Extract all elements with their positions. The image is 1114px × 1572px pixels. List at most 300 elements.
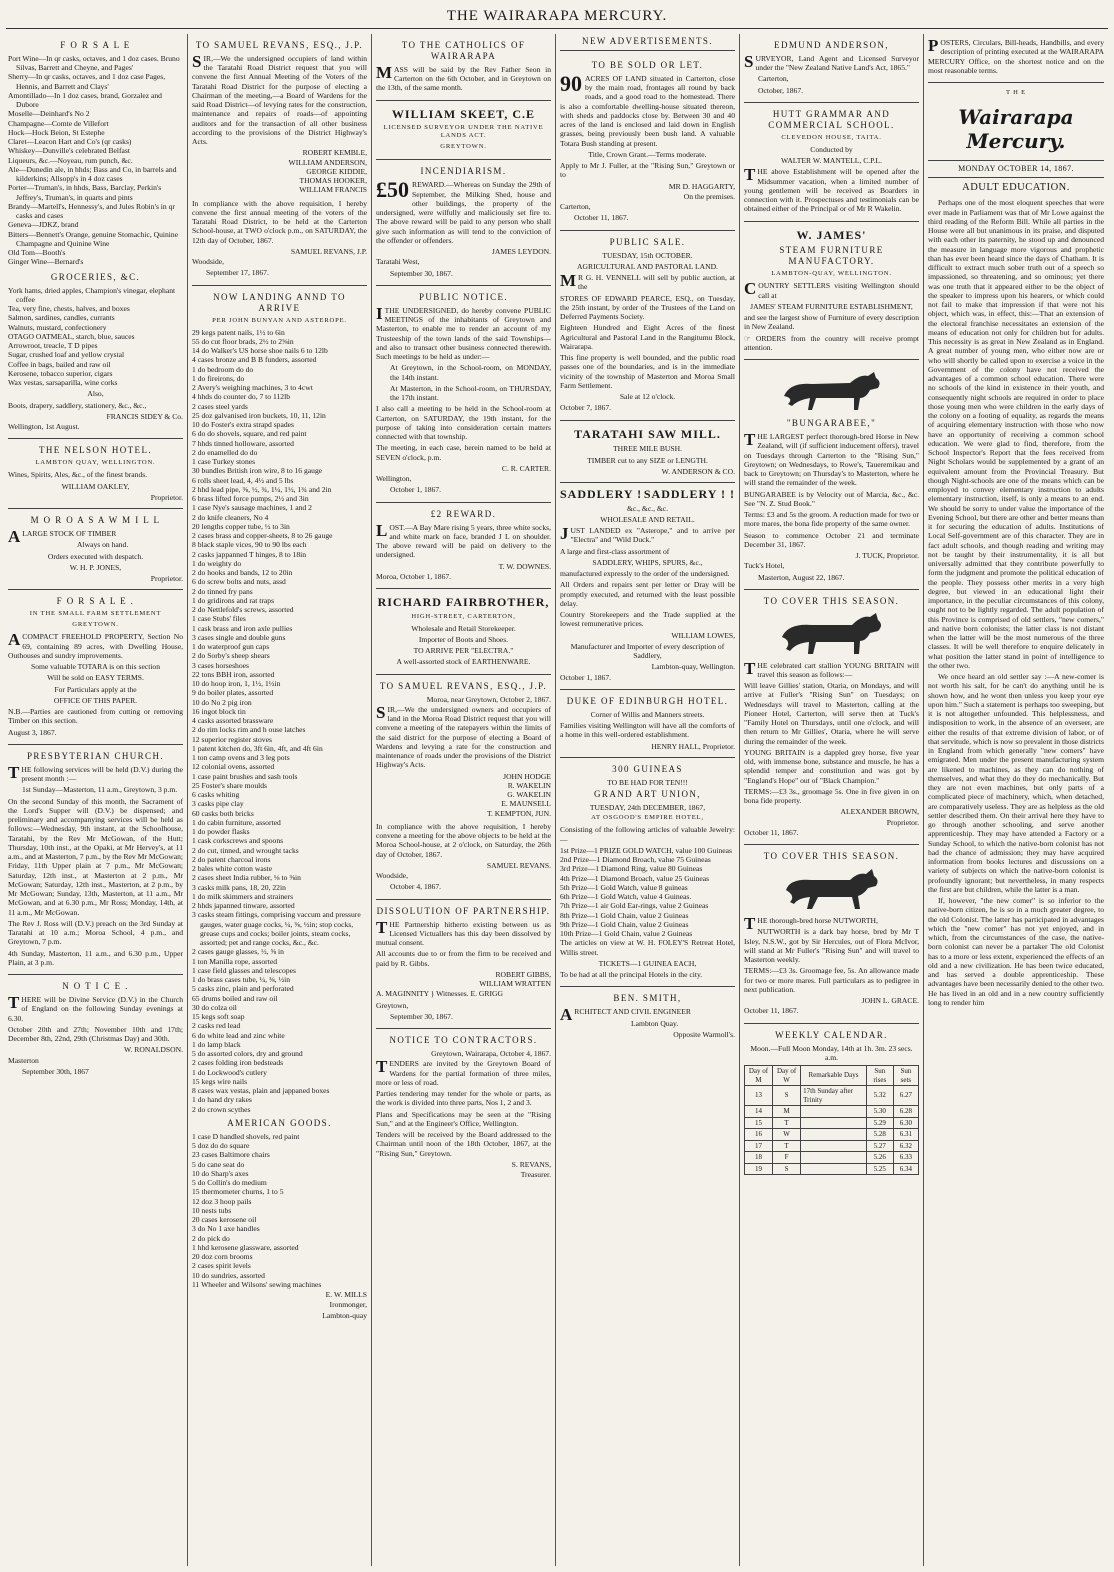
ad-for-sale: [8, 590, 183, 745]
list-item: 16 ingot block tin: [192, 706, 246, 716]
ad-public-sale: [560, 231, 735, 421]
list-item: 2 do rim locks rim and h ouse latches: [192, 725, 306, 735]
list-item: 8 black staple vices, 90 to 90 lbs each: [192, 540, 307, 550]
ad-heading: PUBLIC SALE.: [609, 236, 686, 247]
calendar-cell: 6.32: [893, 1140, 918, 1152]
ad-heading: W. JAMES': [796, 227, 867, 242]
column-5: [740, 34, 924, 1566]
list-item: 1 patent kitchen do, 3ft 6in, 4ft, and 4ft 6in: [192, 743, 323, 753]
list-item: 1 hhd kerosene glassware, assorted: [192, 1242, 299, 1252]
signer: JOHN L. GRACE.: [861, 996, 919, 1006]
calendar-column-header: Sun sets: [893, 1066, 918, 1086]
ad-line: &c., &c., &c.: [626, 503, 669, 513]
list-item: 10 do sundries, assorted: [192, 1270, 265, 1280]
sale-time: Sale at 12 o'clock.: [619, 392, 676, 402]
list-item: 2 cases gauge glasses, ½, ⅝ in: [192, 947, 284, 957]
list-item: 1 do bedroom do do: [192, 364, 254, 374]
acres-number: 90: [560, 70, 582, 96]
list-item: 6 do screw bolts and nuts, assd: [192, 577, 286, 587]
calendar-row: [745, 1152, 919, 1164]
calendar-column-header: Sun rises: [866, 1066, 893, 1086]
calendar-cell: 5.26: [866, 1152, 893, 1164]
ad-heading: TO SAMUEL REVANS, ESQ., J.P.: [195, 40, 364, 50]
masthead: [0, 0, 1114, 32]
list-item: Wax vestas, sarsaparilla, wine corks: [8, 378, 118, 388]
list-item: 10 do hoop iron, 1, 1½, 1½in: [192, 679, 281, 689]
list-item: 20 doz corn brooms: [192, 1252, 253, 1262]
list-item: 6 do do shovels, square, and red paint: [192, 429, 307, 439]
ad-heading: EDMUND ANDERSON,: [774, 40, 889, 50]
ad-line: Always on hand.: [77, 540, 129, 550]
place: Masterton: [8, 1055, 39, 1065]
ad-subheading: GREYTOWN.: [440, 143, 487, 151]
ad-line: Conducted by: [810, 144, 853, 154]
list-item: 5 casks zinc, plain and perforated: [192, 984, 294, 994]
signatory-name: ROBERT GIBBS,: [495, 969, 551, 979]
ad-edinburgh-hotel: [560, 690, 735, 758]
ad-line: Importer of Boots and Shoes.: [418, 634, 509, 644]
place: Lambton-quay: [322, 1310, 367, 1320]
list-item: 1 do fireirons, do: [192, 373, 245, 383]
ad-art-union: [560, 758, 735, 987]
ad-subheading: LAMBTON-QUAY, WELLINGTON.: [771, 270, 892, 278]
ad-line: Some valuable TOTARA is on this section: [30, 662, 161, 672]
ad-text: Parties tendering may tender for the whole or parts, as the work is divided into three parts, Nos 1, 2 and 3.: [376, 1089, 551, 1108]
ad-subheading: GREYTOWN.: [72, 621, 119, 629]
role: Proprietor.: [150, 574, 183, 584]
ad-revans-moroa: [376, 675, 551, 900]
list-item: 2 cases sheet India rubber, ⅛ to ⅜in: [192, 873, 301, 883]
ad-william-skeet: [376, 101, 551, 161]
ad-text: manufactured expressly to the order of the undersigned.: [560, 569, 730, 579]
ad-heading: BEN. SMITH,: [613, 993, 682, 1004]
list-item: 4 casks assorted brassware: [192, 716, 274, 726]
signatory-name: THOMAS HOOKER,: [299, 176, 367, 186]
calendar-cell: M: [772, 1106, 800, 1118]
ad-presbyterian-church: [8, 745, 183, 975]
date: September 30, 1867.: [390, 268, 453, 278]
date: October 11, 1867.: [744, 827, 799, 837]
list-item: Walnuts, mustard, confectionery: [8, 322, 107, 332]
ad-heading: SADDLERY ! !: [643, 487, 735, 502]
ad-subheading: PER JOHN BUNYAN AND ASTEROPE.: [212, 316, 347, 324]
prize-item: 7th Prize—1 air Gold Ear-rings, value 2 Guineas: [560, 901, 709, 911]
list-item: 1 do brass cases tube, ¼, ⅜, ½in: [192, 975, 291, 985]
ad-text: 4th Sunday, Masterton, 11 a.m., and 6.30 p.m., Upper Plain, at 3 p.m.: [8, 948, 183, 967]
role: Manufacturer and Importer of every description of Saddlery,: [570, 641, 725, 661]
ad-text: October 20th and 27th; November 10th and 17th; December 8th, 22nd, 29th (Christmas Day) and 30th.: [8, 1024, 183, 1044]
place: Carterton,: [560, 202, 591, 212]
list-item: 1 do Lockwood's cutlery: [192, 1067, 267, 1077]
list-item: 1 ton camp ovens and 3 leg pots: [192, 753, 290, 763]
ad-text: TENDERS are invited by the Greytown Board of Wardens for the partial formation of three miles, more or less of road.: [376, 1057, 551, 1087]
ad-w-james: [744, 222, 919, 360]
column-6: [924, 34, 1108, 1566]
prize-item: 10th Prize—1 Gold Chain, value 2 Guineas: [560, 929, 693, 939]
prize-item: 2nd Prize—1 Diamond Broach, value 75 Guineas: [560, 855, 711, 865]
ad-heading: RICHARD FAIRBROTHER,: [377, 595, 550, 610]
calendar-header-row: [745, 1066, 919, 1086]
ad-text: A large and first-class assortment of: [560, 546, 670, 556]
calendar-cell: 14: [745, 1106, 773, 1118]
list-item: 1 do lamp black: [192, 1039, 241, 1049]
role: Proprietor.: [886, 817, 919, 827]
date: October 7, 1867.: [560, 403, 612, 413]
calendar-cell: S: [772, 1086, 800, 1106]
calendar-column-header: Day of W: [772, 1066, 800, 1086]
date: October 4, 1867.: [390, 882, 442, 892]
list-item: 30 do colza oil: [192, 1002, 237, 1012]
calendar-cell: 18: [745, 1152, 773, 1164]
prizes-list: [560, 846, 735, 939]
ad-incendiarism: [376, 160, 551, 285]
ad-text: THE LARGEST perfect thorough-bred Horse in New Zealand, will (if sufficient inducement offers), travel on Tuesdays through Carterton to the "Rising Sun," Greytown; on Wednesdays, to Rowe's, Taueremikau and back to Greytown; on Thursday's to Masterton, where he will stand the remainder of the week.: [744, 430, 919, 488]
ad-line: WALTER W. MANTELL, C.P.L.: [781, 156, 882, 166]
list-item: 3 casks pipe clay: [192, 799, 244, 809]
list-item: 25 doz galvanised iron buckets, 10, 11, 12in: [192, 410, 326, 420]
ad-text: Plans and Specifications may be seen at the "Rising Sun," and at the Engineer's Office, Wellington.: [376, 1109, 551, 1128]
ad-text: N.B.—Parties are cautioned from cutting or removing Timber on this section.: [8, 707, 183, 726]
place: Taratahi West,: [376, 257, 420, 267]
ad-taratahi-saw-mill: [560, 421, 735, 483]
date: October, 1867.: [758, 85, 804, 95]
list-item: Salmon, sardines, candles, currants: [8, 313, 115, 323]
list-item: 2 do enamelled do do: [192, 447, 258, 457]
role: Treasurer.: [520, 1170, 551, 1180]
ad-heading: HUTT GRAMMAR AND COMMERCIAL SCHOOL.: [768, 108, 895, 130]
list-item: 30 bundles British iron wire, 8 to 16 gauge: [192, 466, 323, 476]
signatory-name: E. MAUNSELL: [501, 799, 551, 809]
groceries-heading: GROCERIES, &C.: [50, 271, 141, 282]
calendar-row: [745, 1117, 919, 1129]
list-item: 23 cases Baltimore chairs: [192, 1150, 270, 1160]
landing-list: [192, 328, 367, 1114]
columns: [4, 34, 1110, 1566]
prize-item: 3rd Prize—1 Diamond Ring, value 80 Guineas: [560, 864, 703, 874]
list-item: 9 do boiler plates, assorted: [192, 688, 274, 698]
prize-item: 9th Prize—1 Gold Chain, value 2 Guineas: [560, 919, 689, 929]
calendar-cell: 6.34: [893, 1163, 918, 1175]
column-2: [188, 34, 372, 1566]
tickets: TICKETS—1 GUINEA EACH,: [598, 958, 697, 968]
ad-subheading: TO BE HAD FOR TEN!!!: [607, 777, 688, 787]
list-item: 20 lengths copper tube, ½ to 3in: [192, 521, 290, 531]
list-item: 2 do pick do: [192, 1233, 230, 1243]
calendar-cell: 5.25: [866, 1163, 893, 1175]
signatory-name: ROBERT KEMBLE,: [302, 148, 367, 158]
ad-text: ACOMPACT FREEHOLD PROPERTY, Section No 69, containing 89 acres, with Dwelling House, Outhouses and sundry improvements.: [8, 630, 183, 660]
calendar-cell: [801, 1106, 867, 1118]
calendar-cell: 5.28: [866, 1129, 893, 1141]
signatory-name: GEORGE KIDDIE,: [306, 166, 367, 176]
list-item: 60 casks both bricks: [192, 808, 254, 818]
ad-line: TO ARRIVE PER "ELECTRA.": [413, 646, 514, 656]
list-item: 2 hhd lead pipe, ⅜, ½, ¾, 1¼, 1½, 1¾ and 2in: [192, 484, 332, 494]
list-item: 3 do No 1 axe handles: [192, 1224, 260, 1234]
ad-text: TERMS:—£3 3s., groomage 5s. One in five given in on bona fide property.: [744, 786, 919, 806]
list-item: 2 casks jappanned T hinges, 8 to 18in: [192, 549, 307, 559]
ad-text: ARCHITECT AND CIVIL ENGINEER: [560, 1005, 691, 1025]
list-item: 2 do hooks and bands, 12 to 20in: [192, 568, 293, 578]
list-item: 1 case Stubs' files: [192, 614, 246, 624]
ad-subheading: THREE MILE BUSH.: [613, 444, 682, 454]
calendar-cell: 6.30: [893, 1117, 918, 1129]
calendar-cell: 5.32: [866, 1086, 893, 1106]
ad-heading: TO BE SOLD OR LET.: [591, 59, 704, 70]
ad-heading: SADDLERY !: [560, 487, 643, 502]
list-item: 7 hhds tinned holloware, assorted: [192, 438, 294, 448]
signer: HENRY HALL, Proprietor.: [651, 741, 735, 751]
signatory-name: R. WAKELIN: [507, 780, 551, 790]
list-item: 1 cask corkscrews and spoons: [192, 836, 284, 846]
prize-item: 1st Prize—1 PRIZE GOLD WATCH, value 100 Guineas: [560, 845, 732, 855]
prize-item: 5th Prize—1 Gold Watch, value 8 guineas: [560, 882, 688, 892]
list-item: Liqueurs, &c.—Noyeau, rum punch, &c.: [8, 155, 133, 165]
signer: J. TUCK, Proprietor.: [855, 551, 919, 560]
calendar-cell: 6.33: [893, 1152, 918, 1164]
ad-text: At Masterton, in the School-room, on THURSDAY, the 17th instant.: [390, 383, 551, 403]
editorial-heading: ADULT EDUCATION.: [962, 181, 1070, 193]
ad-line: Orders executed with despatch.: [47, 551, 144, 561]
calendar-cell: 5.29: [866, 1117, 893, 1129]
list-item: 14 do Walker's US horse shoe nails 6 to 12lb: [192, 346, 328, 356]
ad-heading: TO COVER THIS SEASON.: [763, 595, 900, 606]
list-item: 2 do tinned fry pans: [192, 586, 253, 596]
list-item: Bitters—Bennett's Orange, genuine Stomachic, Quinine Champagne and Quinine Wine: [8, 229, 179, 248]
ad-text: YOUNG BRITAIN is a dappled grey horse, five year old, with immense bone, substance and muscle, he has a splendid temper and constitution and was got by "England's Hope" out of "Black Champion.": [744, 747, 919, 785]
list-item: 15 kegs soft soap: [192, 1012, 245, 1022]
list-item: 2 Avery's weighing machines, 3 to 4cwt: [192, 383, 313, 393]
ad-text: In compliance with the above requisition, I hereby convene a meeting for the above objects to be held at the Moroa School-house, at 2 o'clock, on Saturday, the 26th day of October, 1867.: [376, 821, 551, 859]
newspaper-title: Wairarapa Mercury.: [958, 105, 1074, 154]
signer: WILLIAM LOWES,: [671, 630, 735, 640]
art-union-venue: AT OSGOOD'S EMPIRE HOTEL,: [591, 814, 704, 822]
ad-text: THE thorough-bred horse NUTWORTH,: [744, 914, 878, 934]
list-item: Kerosene, tobacco superior, cigars: [8, 368, 113, 378]
calendar-cell: 5.30: [866, 1106, 893, 1118]
art-union-date: TUESDAY, 24th DECEMBER, 1867,: [589, 803, 706, 813]
list-item: 1 case field glasses and telescopes: [192, 965, 296, 975]
signer: E. W. MILLS: [325, 1290, 367, 1300]
calendar-cell: [801, 1140, 867, 1152]
editorial-paragraph: If, however, "the new comer" is so inferior to the native-born citizen, he is so in a much greater degree, to the old Colonist. The latter has participated in advantages which the "new comer" has not yet enjoyed, and in which, from the circumstances of the case, the native-born colonist can never be a partaker The old Colonist has to a more or less extent, experienced the effects of an old and a new civilization. He has been twice educated, and has served a double apprenticeship. These advantages have been necessarily denied to the other two. He has lived in an old and in a new country sufficiently long to render him: [928, 896, 1104, 1007]
calendar-cell: 19: [745, 1163, 773, 1175]
calendar-cell: 15: [745, 1117, 773, 1129]
editorial-the: T H E: [1006, 89, 1026, 96]
american-heading: AMERICAN GOODS.: [227, 1117, 332, 1128]
ad-heading: DISSOLUTION OF PARTNERSHIP.: [376, 905, 551, 916]
list-item: 10 do Foster's extra strapd spades: [192, 420, 294, 430]
calendar-row: [745, 1086, 919, 1106]
editorial-paragraph: Perhaps one of the most eloquent speeches that were ever made in Parliament was that of Mr Lowe against the third reading of the Reform Bill. While all parties in the House were all but unanimous in its praise, and disputed with each other its paternity, he stood up and denounced the measure in language more vigorous and prophetic than has ever been heard since the days of Chatham. It is difficult to extract much sober truth out of a speech so impassioned, so threatening, and so ominous; yet there was one truth that it appeared either to be the object of the speaker to impress upon his hearers, or which could not fail to make that impression if that were not his object, which was, in effect, this:—That an extension of the electoral franchise necessitates an extension of the means of education not only for children but for adults. This necessity is as great in New Zealand as in England. A great number of young men, who either now are or who will shortly be called upon to exercise a voice in the Government of the colony have not received the advantages of a common school education. There were no schools of the kind in existence in their youth, and consequently night schools are required in order to place those young men who were children in the early days of the colony on a footing of equality, as regards the means of acquiring elementary instruction with those who now have an opportunity of receiving a common school education. We were glad to find, therefore, from the School Inspector's Report that the fees received from Night Scholars would be supplemented by a grant of an equivalent amount from the Provincial Treasury. But though Night-schools are one of the means which can be employed to convey elementary instruction to adults elementary instruction, itself, is only a means to an end. We should be sorry to under value the importance of the Evening School, but there are other and better means than it for securing the education of adults. Institutions of Local Self-government are of this character. They are in fact adult schools, and though reading and writing may not be taught by their instrumentality, it is all but universally admitted that they contribute powerfully to form the judgment and promote the political education of the people. They possess other merits in a very high degree, but viewed in an educational light their importance, in the peculiar circumstances of this colony, ought not to be lightly regarded. The adult population of this Province is comprised of old settlers, "new comers," and native born colonists; the latter class is not distant when the latter will be the most numerous of the three classes. It will be well therefore to enquire delicately in what position the latter stand in point of intelligence to the other two.: [928, 198, 1104, 670]
list-item: 10 do No 2 pig iron: [192, 697, 252, 707]
list-item: 22 tons BBH iron, assorted: [192, 669, 275, 679]
list-item: 15 thermometer churns, 1 to 5: [192, 1187, 284, 1197]
ad-subheading: LICENSED SURVEYOR UNDER THE NATIVE LANDS ACT.: [383, 124, 544, 140]
list-item: Arrowroot, treacle, T D pipes: [8, 341, 98, 351]
calendar-cell: [801, 1152, 867, 1164]
column-1: [4, 34, 188, 1566]
ad-text: Tenders will be received by the Board addressed to the Chairman until noon of the 18th October, 1867, at the "Rising Sun," Greytown.: [376, 1130, 551, 1158]
ad-wines: [8, 34, 183, 439]
ad-text: THERE will be Divine Service (D.V.) in the Church of England on the following Sunday evenings at 6.30.: [8, 993, 183, 1023]
signer: JAMES LEYDON.: [491, 247, 551, 257]
ad-text: All accounts due to or from the firm to be received and paid by R. Gibbs.: [376, 949, 551, 968]
ad-public-notice: [376, 286, 551, 503]
ad-heading: STEAM FURNITURE MANUFACTORY.: [779, 245, 884, 267]
ad-text: Families visiting Wellington will have all the comforts of a home in this well-ordered establishment.: [560, 721, 735, 740]
ad-text: ALARGE STOCK OF TIMBER: [8, 527, 117, 547]
calendar-row: [745, 1140, 919, 1152]
column-4: [556, 34, 740, 1566]
calendar-cell: 6.31: [893, 1129, 918, 1141]
ad-nelson-hotel: [8, 439, 183, 509]
moon-phase: Moon.—Full Moon Monday, 14th at 1h. 3m. 23 secs. a.m.: [750, 1043, 913, 1062]
list-item: 1 do cabin furniture, assorted: [192, 817, 281, 827]
ad-text: STORES OF EDWARD PEARCE, ESQ., on Tuesday, the 25th instant, by order of the Trustees of the Land on Deferred Payments Society.: [560, 293, 735, 322]
signatory-name: WILLIAM FRANCIS: [299, 185, 367, 195]
horse-illustration: [772, 368, 892, 414]
ad-line: TIMBER cut to any SIZE or LENGTH.: [587, 455, 708, 465]
calendar-cell: 17th Sunday after Trinity: [801, 1086, 867, 1106]
calendar-body: [745, 1086, 919, 1175]
list-item: 29 kegs patent nails, 1½ to 6in: [192, 327, 285, 337]
ad-text: 1st Sunday—Masterton, 11 a.m., Greytown, 3 p.m.: [22, 785, 178, 795]
ad-contractors: [376, 1029, 551, 1185]
list-item: York hams, dried apples, Champion's vinegar, elephant coffee: [8, 285, 176, 304]
list-item: 25 Foster's share moulds: [192, 780, 267, 790]
date: Masterton, August 22, 1867.: [758, 572, 845, 582]
ad-subheading: HIGH-STREET, CARTERTON,: [411, 612, 516, 620]
place: Carterton,: [758, 74, 789, 84]
art-union-title: GRAND ART UNION,: [594, 789, 701, 800]
ad-text: and see the largest show of Furniture of every description in New Zealand.: [744, 313, 919, 332]
prize-item: 6th Prize—1 Gold Watch, value 4 Guineas.: [560, 892, 692, 902]
date: Greytown, Wairarapa, October 4, 1867.: [431, 1049, 551, 1059]
list-item: 1 case Nye's sausage machines, 1 and 2: [192, 503, 312, 513]
ad-text: TERMS:—£3 3s. Groomage fee, 5s. An allowance made for two or more mares. Full particulars as to pedigree in next publication.: [744, 966, 919, 994]
ad-subheading: WHOLESALE AND RETAIL.: [600, 514, 695, 524]
list-item: 2 cases steel yards: [192, 401, 248, 411]
ad-heading: TO THE CATHOLICS OF WAIRARAPA: [401, 40, 526, 61]
list-item: 3 casks milk pans, 18, 20, 22in: [192, 882, 286, 892]
ad-text: LOST.—A Bay Mare rising 5 years, three white socks, and white mark on face, branded J L on shoulder. The above reward will be paid on delivery to the undersigned.: [376, 520, 551, 560]
ad-subheading: LAMBTON QUAY, WELLINGTON.: [35, 459, 156, 467]
ad-subheading: IN THE SMALL FARM SETTLEMENT: [29, 610, 162, 618]
ad-heading: THE NELSON HOTEL.: [38, 445, 153, 456]
ad-text: THE Partnership hitherto existing between us as Licensed Victuallers has this day been dissolved by mutual consent.: [376, 917, 551, 948]
ad-text: The meeting, in each case, herein named to be held at SEVEN o'clock, p.m.: [376, 443, 551, 462]
ad-text: The Rev J. Ross will (D.V.) preach on the 3rd Sunday at Taratahi at 10 a.m.; Moroa School, 4 p.m., and Greytown, 7 p.m.: [8, 918, 183, 947]
list-item: 1 case D handled shovels, red paint: [192, 1131, 300, 1141]
date: October 1, 1867.: [390, 485, 442, 495]
ad-text: THE above Establishment will be opened after the Midsummer vacation, when a limited number of young gentlemen will be received as Boarders in connection with it. Prospectuses and testimonials can be obtained either of the Principal or of Mr R Wakelin.: [744, 165, 919, 214]
list-item: Tea, very fine, chests, halves, and boxes: [8, 304, 130, 314]
calendar-cell: 6.28: [893, 1106, 918, 1118]
ad-text: Eighteen Hundred and Eight Acres of the finest Agricultural and Pastoral Land in the Rangitumu Block, Wairarapa.: [560, 323, 735, 351]
list-item: 1 do weighty do: [192, 558, 242, 568]
list-item: 2 do knife cleaners, No 4: [192, 512, 269, 522]
ad-line: SADDLERY, WHIPS, SPURS, &c.,: [592, 557, 703, 567]
ad-text: The articles on view at W. H. FOLEY'S Retreat Hotel, Willis street.: [560, 938, 735, 957]
list-item: Brandy—Martell's, Hennessy's, and Jules Robin's in qr casks and cases: [8, 201, 175, 221]
ad-text: All Orders and repairs sent per letter or Dray will be promptly executed, and returned with the least possible delay.: [560, 580, 735, 608]
list-item: 4 hhds do counter do, 7 to 112lb: [192, 392, 291, 402]
list-item: Hock—Hock Beion, St Estephe: [8, 127, 105, 137]
ad-text: Consisting of the following articles of valuable Jewelry:—: [560, 825, 735, 844]
calendar-cell: 13: [745, 1086, 773, 1106]
ad-text: NUTWORTH is a dark bay horse, bred by Mr T Isley, N.S.W., got by Sir Hercules, out of Flora McIvor, will stand at Mr Fuller's "Rising Sun" and will travel to Masterton weekly.: [744, 927, 919, 965]
signature-list: [376, 772, 551, 818]
ad-line: A well-assorted stock of EARTHENWARE.: [396, 657, 531, 667]
list-item: 2 do patent charcoal irons: [192, 854, 271, 864]
date: Moroa, near Greytown, October 2, 1867.: [426, 694, 551, 704]
ad-text: I also call a meeting to be held in the School-room at Carterton, on SATURDAY, the 19th instant, for the purpose of taking into consideration certain matters connected with that township.: [376, 404, 551, 442]
list-item: 12 superior register stoves: [192, 734, 272, 744]
signatory-name: WILLIAM ANDERSON,: [288, 157, 367, 167]
list-item: 1 do gridirons and rat traps: [192, 595, 275, 605]
ad-subheading: AGRICULTURAL AND PASTORAL LAND.: [577, 261, 718, 271]
list-item: 1 ton Manilla rope, assorted: [192, 956, 277, 966]
ad-heading: "BUNGARABEE,": [786, 418, 877, 429]
calendar-cell: [801, 1163, 867, 1175]
ad-heading: TO SAMUEL REVANS, ESQ., J.P.: [379, 680, 548, 691]
list-item: 2 do Sorby's sheep shears: [192, 651, 270, 661]
calendar-row: [745, 1163, 919, 1175]
signer: W. H. P. JONES,: [69, 562, 122, 572]
ad-heading: £2 REWARD.: [430, 508, 497, 519]
prize-item: 8th Prize—1 Gold Chain, value 2 Guineas: [560, 910, 689, 920]
calendar-cell: 17: [745, 1140, 773, 1152]
role: On the premises.: [683, 191, 735, 201]
signatory-name: WILLIAM WRATTEN: [479, 979, 551, 989]
calendar-column-header: Remarkable Days: [801, 1066, 867, 1086]
list-item: 20 cases kerosene oil: [192, 1215, 257, 1225]
ad-dissolution: [376, 900, 551, 1029]
ad-text: REWARD.—Whereas on Sunday the 29th of September, the Milking Shed, house and other buildings, the property of the undersigned, were wilfully and maliciously set fire to. The above reward will be paid to any person who shall give such information as will tend to the conviction of the offender or offenders.: [376, 180, 551, 245]
list-item: 6 do white lead and zinc white: [192, 1030, 285, 1040]
list-item: 12 doz 3 hoop pails: [192, 1196, 252, 1206]
ad-line: For Particulars apply at the: [54, 684, 137, 694]
date: September 30th, 1867: [22, 1066, 89, 1076]
list-item: Ale—Dunedin ale, in hhds; Bass and Co, in barrels and kilderkins; Allsopp's in 4 doz cases: [8, 164, 177, 184]
ad-heading: F O R S A L E: [60, 40, 131, 50]
calendar-cell: W: [772, 1129, 800, 1141]
ad-heading: F O R S A L E .: [56, 596, 135, 607]
role: Proprietor.: [150, 492, 183, 502]
signature-list: [376, 970, 551, 989]
ad-text: Terms: £3 and 5s the groom. A reduction made for two or more mares, the bona fide property of the same owner.: [744, 510, 919, 529]
ad-heading: TO COVER THIS SEASON.: [763, 851, 900, 862]
date: September 17, 1867.: [206, 268, 269, 278]
witness: A. MAGINNITY } Witnesses. E. GRIGG: [376, 989, 503, 999]
list-item: 6 rolls sheet lead, 4, 4½ and 5 lbs: [192, 475, 294, 485]
ad-bungarabee: [744, 360, 919, 590]
ad-text: At Greytown, in the School-room, on MONDAY, the 14th instant.: [390, 363, 551, 382]
ad-heading: PRESBYTERIAN CHURCH.: [26, 750, 164, 761]
groceries-list: [8, 286, 183, 388]
ad-heading: TARATAHI SAW MILL.: [574, 426, 721, 441]
list-item: 5 doz do do square: [192, 1141, 250, 1151]
list-item: 2 do crown scythes: [192, 1104, 251, 1114]
date: October 11, 1867.: [744, 1006, 799, 1016]
ad-line: Will be sold on EASY TERMS.: [47, 673, 144, 683]
calendar-cell: 5.27: [866, 1140, 893, 1152]
list-item: 3 cases single and double guns: [192, 632, 286, 642]
list-item: Whiskey—Dunville's celebrated Belfast: [8, 146, 130, 156]
calendar-column-header: Day of M: [745, 1066, 773, 1086]
ad-heading: 300 GUINEAS: [612, 763, 683, 774]
